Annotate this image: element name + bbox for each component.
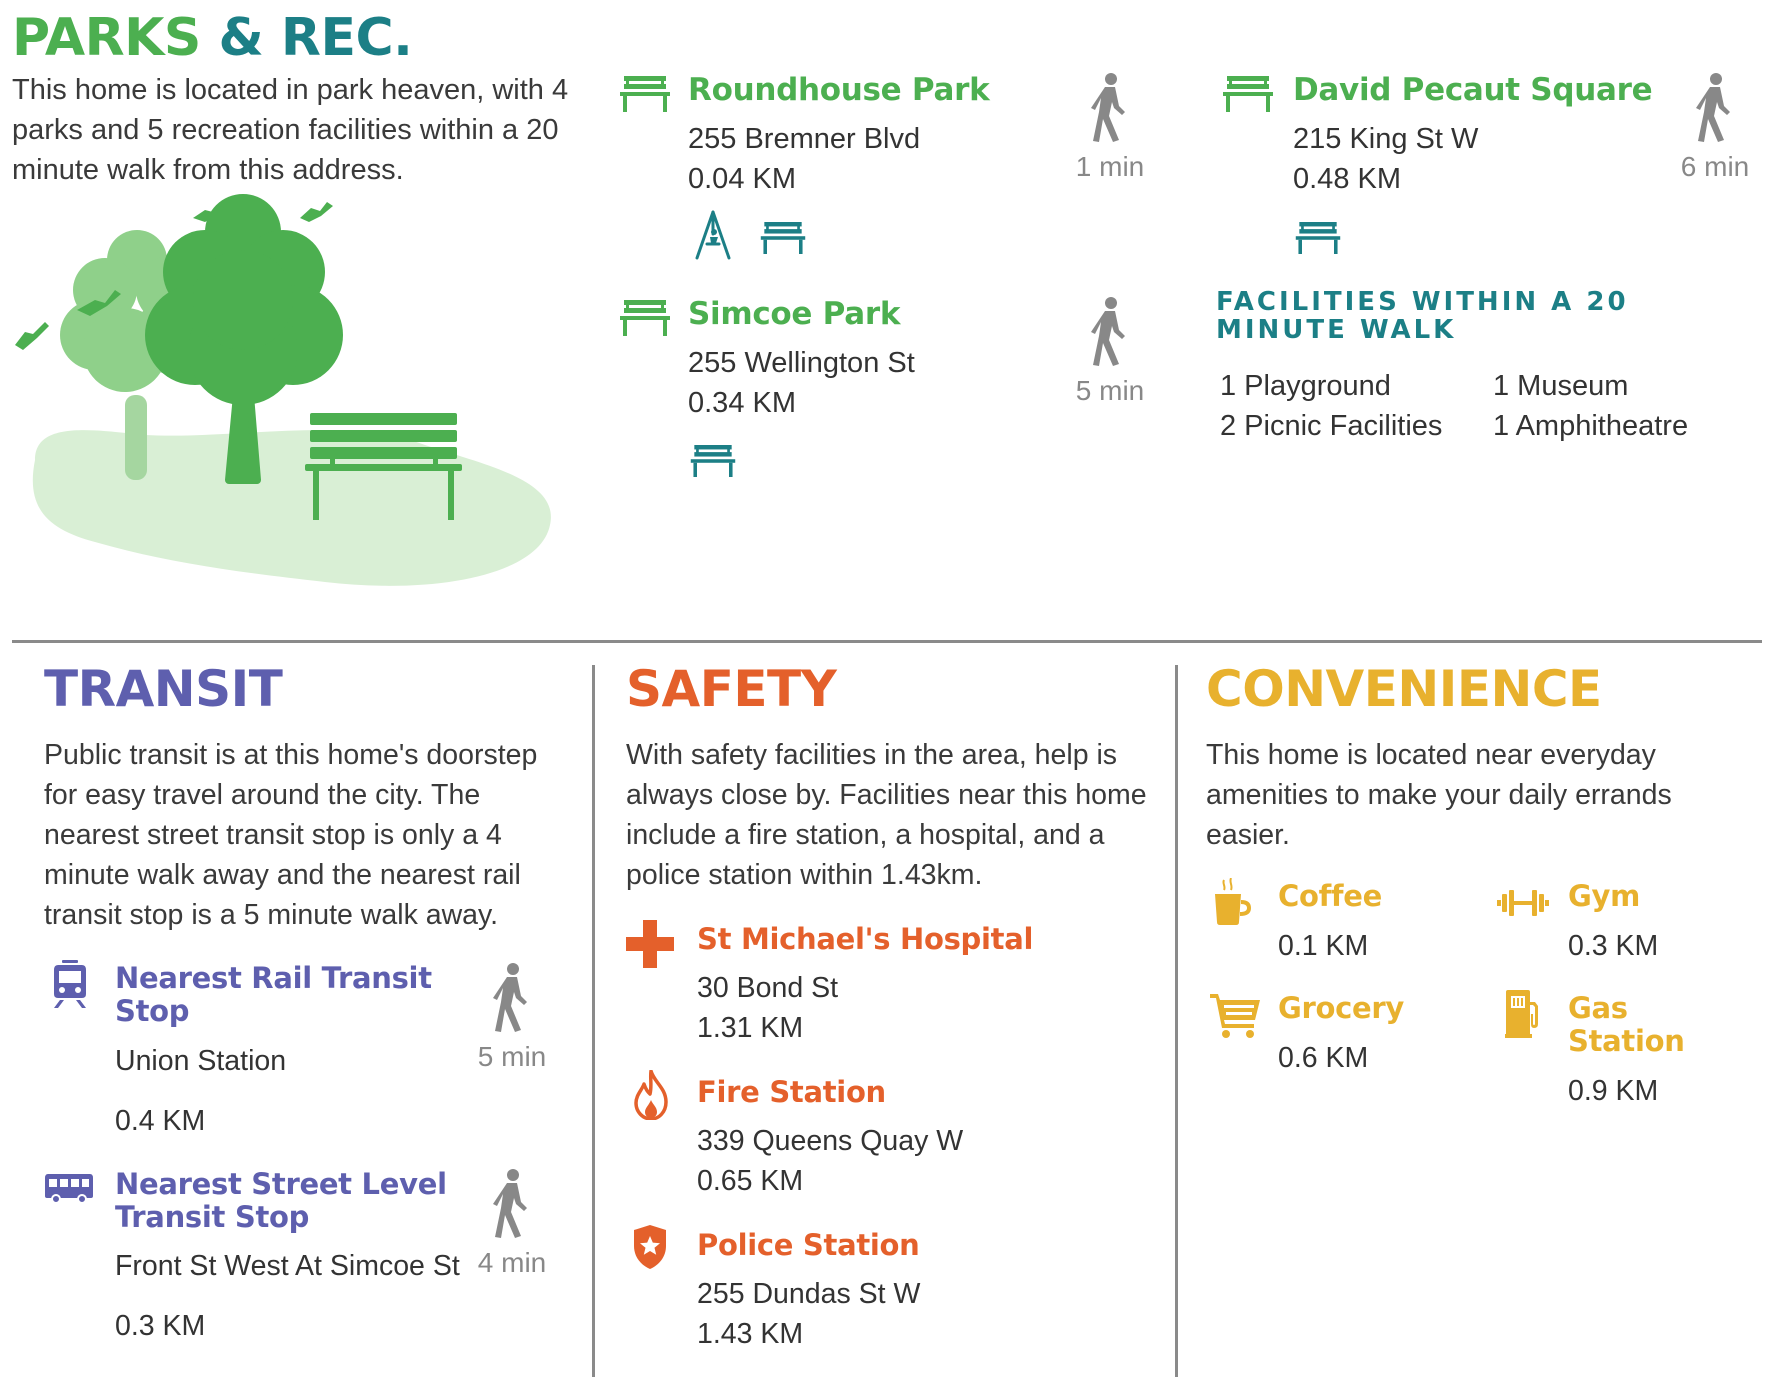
facility-item: 1 Museum <box>1493 370 1629 402</box>
amenity-distance: 0.3 KM <box>1568 930 1659 962</box>
park-bench-icon <box>620 300 670 336</box>
park-distance: 0.34 KM <box>688 387 796 419</box>
park-illustration <box>15 190 555 590</box>
convenience-title: CONVENIENCE <box>1206 660 1602 718</box>
hospital-cross-icon <box>626 920 674 968</box>
transit-stop-distance: 0.4 KM <box>115 1105 206 1137</box>
walk-minutes: 1 min <box>1075 151 1145 182</box>
facility-item: 1 Playground <box>1220 370 1391 402</box>
shopping-cart-icon <box>1210 992 1260 1038</box>
walk-minutes: 5 min <box>477 1041 547 1072</box>
grass-patch <box>33 430 551 586</box>
park-address: 255 Bremner Blvd <box>688 123 921 155</box>
parks-title <box>12 8 412 68</box>
walking-person-icon <box>489 1168 535 1238</box>
column-divider <box>1175 665 1178 1377</box>
park-address: 215 King St W <box>1293 123 1479 155</box>
amenity-name[interactable]: Grocery <box>1278 991 1404 1025</box>
transit-stop-location: Front St West At Simcoe St <box>115 1250 460 1282</box>
amenity-distance: 0.6 KM <box>1278 1042 1369 1074</box>
walking-person-icon <box>1692 72 1738 142</box>
transit-stop-distance: 0.3 KM <box>115 1310 206 1342</box>
park-name[interactable]: Roundhouse Park <box>688 72 990 108</box>
park-name[interactable]: Simcoe Park <box>688 296 901 332</box>
walking-person-icon <box>489 962 535 1032</box>
park-address: 255 Wellington St <box>688 347 915 379</box>
facility-item: 2 Picnic Facilities <box>1220 410 1443 442</box>
column-divider <box>592 665 595 1377</box>
park-distance: 0.04 KM <box>688 163 796 195</box>
train-icon <box>52 960 88 1008</box>
amenity-distance: 0.1 KM <box>1278 930 1369 962</box>
picnic-bench-icon <box>690 445 736 477</box>
walk-minutes: 5 min <box>1075 375 1145 406</box>
walking-person-icon <box>1087 72 1133 142</box>
walk-time <box>1055 72 1165 183</box>
convenience-description: This home is located near everyday amenities to make your daily errands easier. <box>1206 739 1672 851</box>
coffee-cup-icon <box>1212 878 1252 926</box>
amenity-distance: 0.9 KM <box>1568 1075 1659 1107</box>
safety-facility-address: 255 Dundas St W <box>697 1278 921 1310</box>
bird-icon <box>300 202 333 222</box>
safety-title: SAFETY <box>626 660 837 718</box>
walk-time <box>457 1168 567 1279</box>
safety-facility-distance: 0.65 KM <box>697 1165 804 1197</box>
amenity-name[interactable]: Gym <box>1568 879 1641 913</box>
facilities-title: FACILITIES WITHIN A 20 MINUTE WALK <box>1216 287 1629 345</box>
dumbbell-icon <box>1497 890 1549 916</box>
transit-description: Public transit is at this home's doorstep for easy travel around the city. The nearest street transit stop is only a 4 minute walk away and the nearest rail transit stop is a 5 minute walk away. <box>44 739 538 931</box>
safety-facility-distance: 1.43 KM <box>697 1318 804 1350</box>
section-divider <box>12 640 1762 643</box>
transit-title: TRANSIT <box>44 660 283 718</box>
gas-pump-icon <box>1505 988 1539 1038</box>
transit-stop-name[interactable]: Nearest Street Level Transit Stop <box>115 1167 447 1234</box>
park-distance: 0.48 KM <box>1293 163 1401 195</box>
picnic-bench-icon <box>1295 222 1341 254</box>
safety-facility-name[interactable]: St Michael's Hospital <box>697 922 1034 956</box>
facility-item: 1 Amphitheatre <box>1493 410 1689 442</box>
safety-facility-address: 30 Bond St <box>697 972 839 1004</box>
walk-time <box>1055 296 1165 407</box>
walk-time <box>457 962 567 1073</box>
picnic-bench-icon <box>760 222 806 254</box>
bus-icon <box>44 1172 94 1204</box>
park-bench-icon <box>620 76 670 112</box>
playground-icon <box>694 210 732 260</box>
safety-facility-address: 339 Queens Quay W <box>697 1125 964 1157</box>
safety-description: With safety facilities in the area, help is always close by. Facilities near this home include a fire station, a hospital, and a police station within 1.43km. <box>626 739 1147 891</box>
police-badge-icon <box>632 1224 668 1270</box>
parks-description: This home is located in park heaven, with 4 parks and 5 recreation facilities within a 20 minute walk from this address. <box>12 74 569 186</box>
walk-time <box>1660 72 1770 183</box>
parks-title-part1: PARKS <box>12 8 201 68</box>
walk-minutes: 6 min <box>1680 151 1750 182</box>
amenity-name[interactable]: Gas Station <box>1568 991 1685 1058</box>
walk-minutes: 4 min <box>477 1247 547 1278</box>
transit-stop-name[interactable]: Nearest Rail Transit Stop <box>115 961 432 1028</box>
safety-facility-distance: 1.31 KM <box>697 1012 804 1044</box>
flame-icon <box>634 1070 668 1120</box>
park-name[interactable]: David Pecaut Square <box>1293 72 1653 108</box>
safety-facility-name[interactable]: Police Station <box>697 1228 920 1262</box>
park-bench-icon <box>1223 76 1273 112</box>
amenity-name[interactable]: Coffee <box>1278 879 1382 913</box>
parks-title-part2: & REC. <box>218 8 413 68</box>
walking-person-icon <box>1087 296 1133 366</box>
transit-stop-location: Union Station <box>115 1045 287 1077</box>
bird-icon <box>15 322 49 350</box>
safety-facility-name[interactable]: Fire Station <box>697 1075 886 1109</box>
